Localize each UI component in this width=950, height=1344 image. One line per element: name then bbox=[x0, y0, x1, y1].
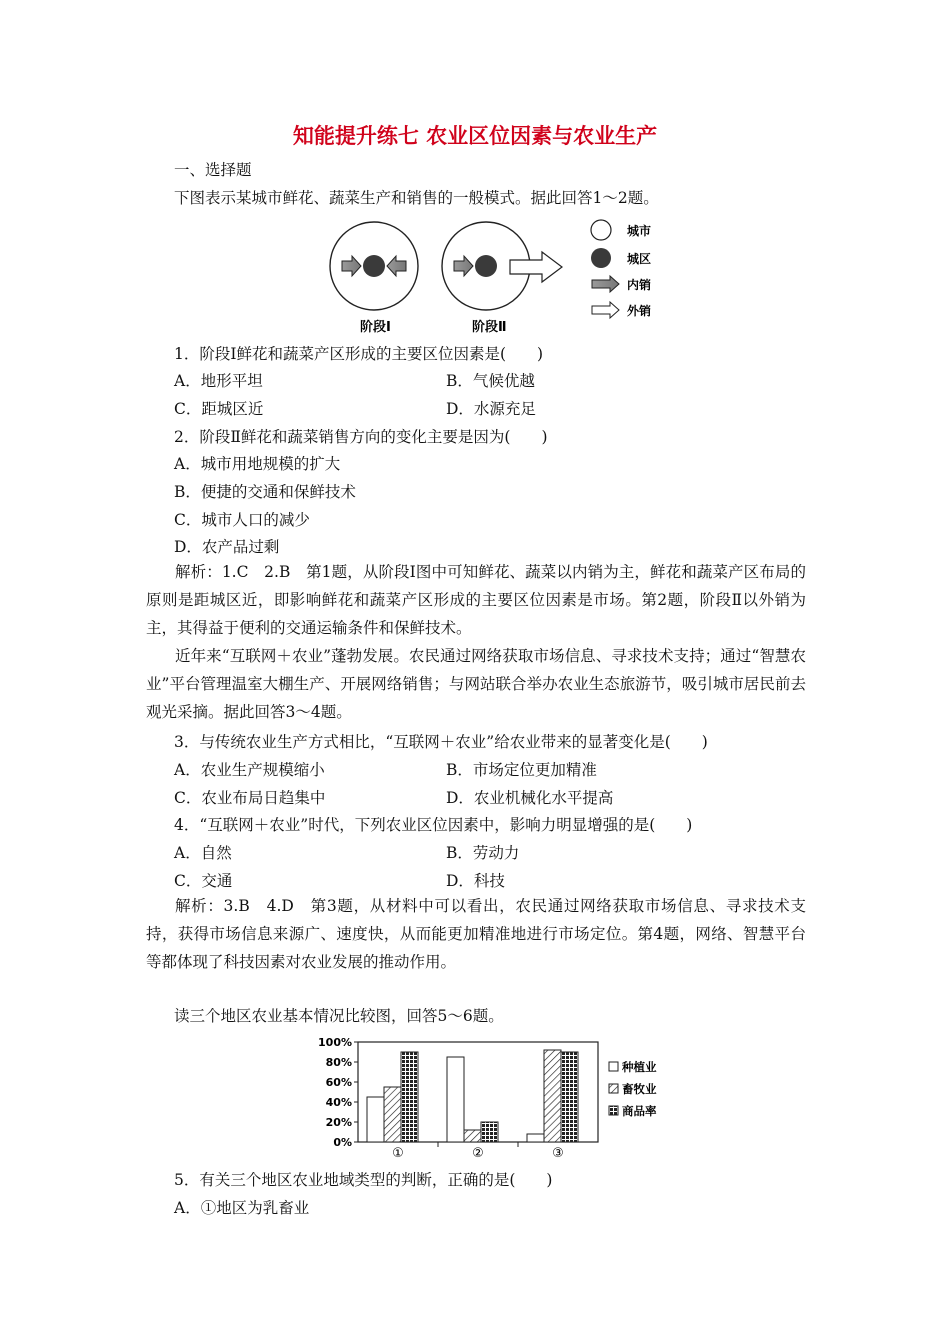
page-title: 知能提升练七 农业区位因素与农业生产 bbox=[292, 124, 658, 148]
y-tick-label: 40% bbox=[325, 1096, 352, 1109]
stage1-label: 阶段Ⅰ bbox=[360, 320, 391, 335]
bar-planting-1 bbox=[367, 1097, 384, 1142]
analysis-q1-2: 解析：1.C 2.B 第1题，从阶段Ⅰ图中可知鲜花、蔬菜以内销为主，鲜花和蔬菜产区布局的原则是距城区近，即影响鲜花和蔬菜产区形成的主要区位因素是市场。第2题，阶段Ⅱ以外销为主，其得益于便利的交通运输条件和保鲜技术。 bbox=[146, 563, 806, 637]
q1-stem: 1．阶段Ⅰ鲜花和蔬菜产区形成的主要区位因素是( ) bbox=[174, 345, 544, 363]
q5-option-a: A．①地区为乳畜业 bbox=[174, 1199, 310, 1217]
q2-option-a: A．城市用地规模的扩大 bbox=[174, 455, 341, 473]
x-category-label: ③ bbox=[552, 1146, 564, 1160]
q2-option-c: C．城市人口的减少 bbox=[174, 511, 310, 529]
legend-planting: 种植业 bbox=[622, 1060, 657, 1074]
open-circle-icon bbox=[591, 220, 611, 240]
q2-option-d: D．农产品过剩 bbox=[174, 538, 280, 556]
q4-option-c: C．交通 bbox=[174, 872, 233, 890]
intro-q1-2: 下图表示某城市鲜花、蔬菜生产和销售的一般模式。据此回答1～2题。 bbox=[174, 189, 659, 207]
stage1-urban-dot bbox=[363, 255, 385, 277]
agriculture-bar-chart bbox=[318, 1032, 678, 1160]
legend-city: 城市 bbox=[627, 224, 652, 238]
intro-q5-6: 读三个地区农业基本情况比较图，回答5～6题。 bbox=[174, 1007, 504, 1025]
q2-option-b: B．便捷的交通和保鲜技术 bbox=[174, 483, 356, 501]
legend-swatch-livestock bbox=[609, 1084, 618, 1093]
open-arrow-icon bbox=[592, 302, 619, 318]
bar-livestock-1 bbox=[384, 1087, 401, 1142]
legend-swatch-commodity bbox=[609, 1106, 618, 1115]
bar-commodity-2 bbox=[481, 1122, 498, 1142]
legend-commodity: 商品率 bbox=[622, 1104, 657, 1118]
section-heading: 一、选择题 bbox=[174, 161, 252, 179]
y-tick-label: 100% bbox=[318, 1036, 352, 1049]
bar-livestock-2 bbox=[464, 1130, 481, 1142]
y-tick-label: 60% bbox=[325, 1076, 352, 1089]
q1-option-d: D．水源充足 bbox=[446, 400, 536, 418]
q5-stem: 5．有关三个地区农业地域类型的判断，正确的是( ) bbox=[174, 1171, 553, 1189]
y-tick-label: 80% bbox=[325, 1056, 352, 1069]
x-category-label: ① bbox=[392, 1146, 404, 1160]
legend-livestock: 畜牧业 bbox=[622, 1082, 657, 1096]
bar-planting-2 bbox=[447, 1057, 464, 1142]
q4-stem: 4．“互联网＋农业”时代，下列农业区位因素中，影响力明显增强的是( ) bbox=[174, 816, 693, 834]
q3-stem: 3．与传统农业生产方式相比，“互联网＋农业”给农业带来的显著变化是( ) bbox=[174, 733, 708, 751]
y-tick-label: 20% bbox=[325, 1116, 352, 1129]
q4-option-d: D．科技 bbox=[446, 872, 505, 890]
bar-planting-3 bbox=[527, 1134, 544, 1142]
analysis-q3-4: 解析：3.B 4.D 第3题，从材料中可以看出，农民通过网络获取市场信息、寻求技术支持，获得市场信息来源广、速度快，从而能更加精准地进行市场定位。第4题，网络、智慧平台等都体现了科技因素对农业发展的推动作用。 bbox=[146, 897, 806, 971]
q4-option-b: B．劳动力 bbox=[446, 844, 520, 862]
stage2-urban-dot bbox=[475, 255, 497, 277]
y-tick-label: 0% bbox=[333, 1136, 352, 1149]
bar-commodity-3 bbox=[561, 1052, 578, 1142]
legend-swatch-planting bbox=[609, 1062, 618, 1071]
q1-option-b: B．气候优越 bbox=[446, 372, 535, 390]
q3-option-b: B．市场定位更加精准 bbox=[446, 761, 597, 779]
bar-livestock-3 bbox=[544, 1050, 561, 1142]
q4-option-a: A．自然 bbox=[174, 844, 232, 862]
material-q3-4: 近年来“互联网＋农业”蓬勃发展。农民通过网络获取市场信息、寻求技术支持；通过“智慧农业”平台管理温室大棚生产、开展网络销售；与网站联合举办农业生态旅游节，吸引城市居民前去观光采摘。据此回答3～4题。 bbox=[146, 647, 806, 721]
legend-export: 外销 bbox=[627, 304, 652, 318]
q1-option-a: A．地形平坦 bbox=[174, 372, 263, 390]
legend-domestic: 内销 bbox=[627, 278, 652, 292]
stage-diagram bbox=[320, 218, 680, 336]
q3-option-a: A．农业生产规模缩小 bbox=[174, 761, 325, 779]
q2-stem: 2．阶段Ⅱ鲜花和蔬菜销售方向的变化主要是因为( ) bbox=[174, 428, 548, 446]
q3-option-c: C．农业布局日趋集中 bbox=[174, 789, 326, 807]
q1-option-c: C．距城区近 bbox=[174, 400, 264, 418]
gray-arrow-icon bbox=[592, 276, 619, 292]
legend-urban: 城区 bbox=[627, 252, 652, 266]
bar-commodity-1 bbox=[401, 1052, 418, 1142]
stage2-label: 阶段Ⅱ bbox=[472, 320, 507, 335]
x-category-label: ② bbox=[472, 1146, 484, 1160]
filled-circle-icon bbox=[591, 248, 611, 268]
q3-option-d: D．农业机械化水平提高 bbox=[446, 789, 614, 807]
